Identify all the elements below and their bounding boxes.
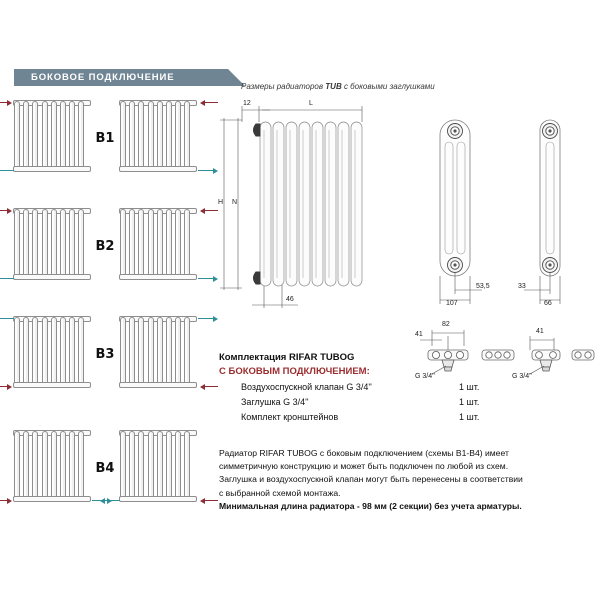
package-item-name: Комплект кронштейнов <box>241 412 339 422</box>
dim-label-12: 12 <box>243 100 251 107</box>
side-dim-66: 66 <box>544 300 552 307</box>
arrow-head <box>200 498 205 504</box>
outlet-flow-arrow <box>0 315 14 322</box>
section-banner <box>14 69 228 86</box>
arrow-shaft <box>0 170 14 171</box>
paragraph-line-3: Заглушка и воздухоспускной клапан могут быть перенесены в соответствии <box>219 474 523 485</box>
arrow-shaft <box>203 500 218 501</box>
inlet-flow-arrow <box>198 383 218 390</box>
side-view-three-column <box>440 120 482 304</box>
outlet-flow-arrow <box>0 167 14 174</box>
inlet-flow-arrow <box>198 497 218 504</box>
arrow-shaft <box>203 386 218 387</box>
front-view-svg <box>212 100 372 315</box>
dim-label-L: L <box>309 100 313 107</box>
connection-schemes <box>0 95 210 525</box>
scheme-row-b2 <box>0 203 210 301</box>
side-dim-53-5: 53,5 <box>476 283 490 290</box>
scheme-label-b1: B1 <box>95 131 115 146</box>
inlet-flow-arrow <box>0 497 14 504</box>
paragraph-line-1: Радиатор RIFAR TUBOG с боковым подключением (схемы В1-В4) имеет <box>219 448 509 458</box>
package-heading-connection: С БОКОВЫМ ПОДКЛЮЧЕНИЕМ: <box>219 366 370 377</box>
arrow-shaft <box>198 170 213 171</box>
scheme-label-b2: B2 <box>95 239 115 254</box>
arrow-head <box>7 208 12 214</box>
inlet-flow-arrow <box>0 207 14 214</box>
scheme-row-b3 <box>0 311 210 409</box>
package-item-qty: 1 шт. <box>459 382 480 392</box>
front-view-tubes <box>254 122 363 286</box>
radiator-bottom-manifold <box>119 382 197 388</box>
package-item <box>219 382 539 397</box>
package-item-qty: 1 шт. <box>459 397 480 407</box>
radiator-bottom-manifold <box>119 274 197 280</box>
arrow-shaft <box>198 318 213 319</box>
inlet-flow-arrow <box>0 383 14 390</box>
dim-label-46: 46 <box>286 296 294 303</box>
title-prefix: Размеры радиаторов <box>241 82 326 91</box>
side-view-drawings <box>420 104 595 316</box>
package-contents <box>219 352 539 427</box>
arrow-head <box>7 498 12 504</box>
side-dim-33: 33 <box>518 283 526 290</box>
radiator-bottom-manifold <box>13 496 91 502</box>
side-view-two-column <box>524 120 560 304</box>
technical-drawing-title <box>241 82 435 91</box>
side-views-svg <box>420 104 595 316</box>
package-item-qty: 1 шт. <box>459 412 480 422</box>
fitting-dim-41-right: 41 <box>536 328 544 335</box>
arrow-head <box>100 498 105 504</box>
dim-label-N: N <box>232 199 238 206</box>
package-item-name: Воздухоспускной клапан G 3/4'' <box>241 382 372 392</box>
arrow-shaft <box>198 278 213 279</box>
arrow-head <box>200 384 205 390</box>
title-suffix: с боковыми заглушками <box>341 82 435 91</box>
arrow-head <box>200 208 205 214</box>
package-item <box>219 397 539 412</box>
fitting-two-column <box>530 336 594 374</box>
outlet-flow-arrow <box>198 315 218 322</box>
scheme-label-b3: B3 <box>95 347 115 362</box>
fitting-dim-41-left: 41 <box>415 331 423 338</box>
radiator-bottom-manifold <box>13 274 91 280</box>
scheme-row-b1 <box>0 95 210 193</box>
description-paragraph <box>219 447 561 513</box>
arrow-head <box>7 100 12 106</box>
paragraph-line-5-minimum-length: Минимальная длина радиатора - 98 мм (2 секции) без учета арматуры. <box>219 500 522 511</box>
package-item-name: Заглушка G 3/4'' <box>241 397 309 407</box>
inlet-flow-arrow <box>0 99 14 106</box>
dim-label-H: H <box>218 199 224 206</box>
arrow-shaft <box>105 500 120 501</box>
title-model: TUB <box>325 82 342 91</box>
radiator-bottom-manifold <box>119 166 197 172</box>
fitting-dim-82: 82 <box>442 321 450 328</box>
arrow-head <box>7 384 12 390</box>
package-heading-model: Комплектация RIFAR TUBOG <box>219 352 355 363</box>
arrow-shaft <box>0 278 14 279</box>
radiator-bottom-manifold <box>119 496 197 502</box>
radiator-bottom-manifold <box>13 382 91 388</box>
fitting-thread-right: G 3/4'' <box>512 373 532 380</box>
package-item <box>219 412 539 427</box>
outlet-flow-arrow <box>0 275 14 282</box>
scheme-row-b4 <box>0 425 210 523</box>
paragraph-line-4: с выбранной схемой монтажа. <box>219 487 341 498</box>
arrow-head <box>213 316 218 322</box>
outlet-flow-arrow <box>100 497 120 504</box>
side-dim-107: 107 <box>446 300 458 307</box>
radiator-bottom-manifold <box>13 166 91 172</box>
arrow-shaft <box>0 318 14 319</box>
banner-title: БОКОВОЕ ПОДКЛЮЧЕНИЕ <box>31 72 175 83</box>
arrow-head <box>200 100 205 106</box>
fitting-thread-left: G 3/4'' <box>415 373 435 380</box>
front-view-drawing <box>212 100 372 315</box>
scheme-label-b4: B4 <box>95 461 115 476</box>
paragraph-line-2: симметричную конструкцию и может быть подключен по любой из схем. <box>219 461 509 472</box>
